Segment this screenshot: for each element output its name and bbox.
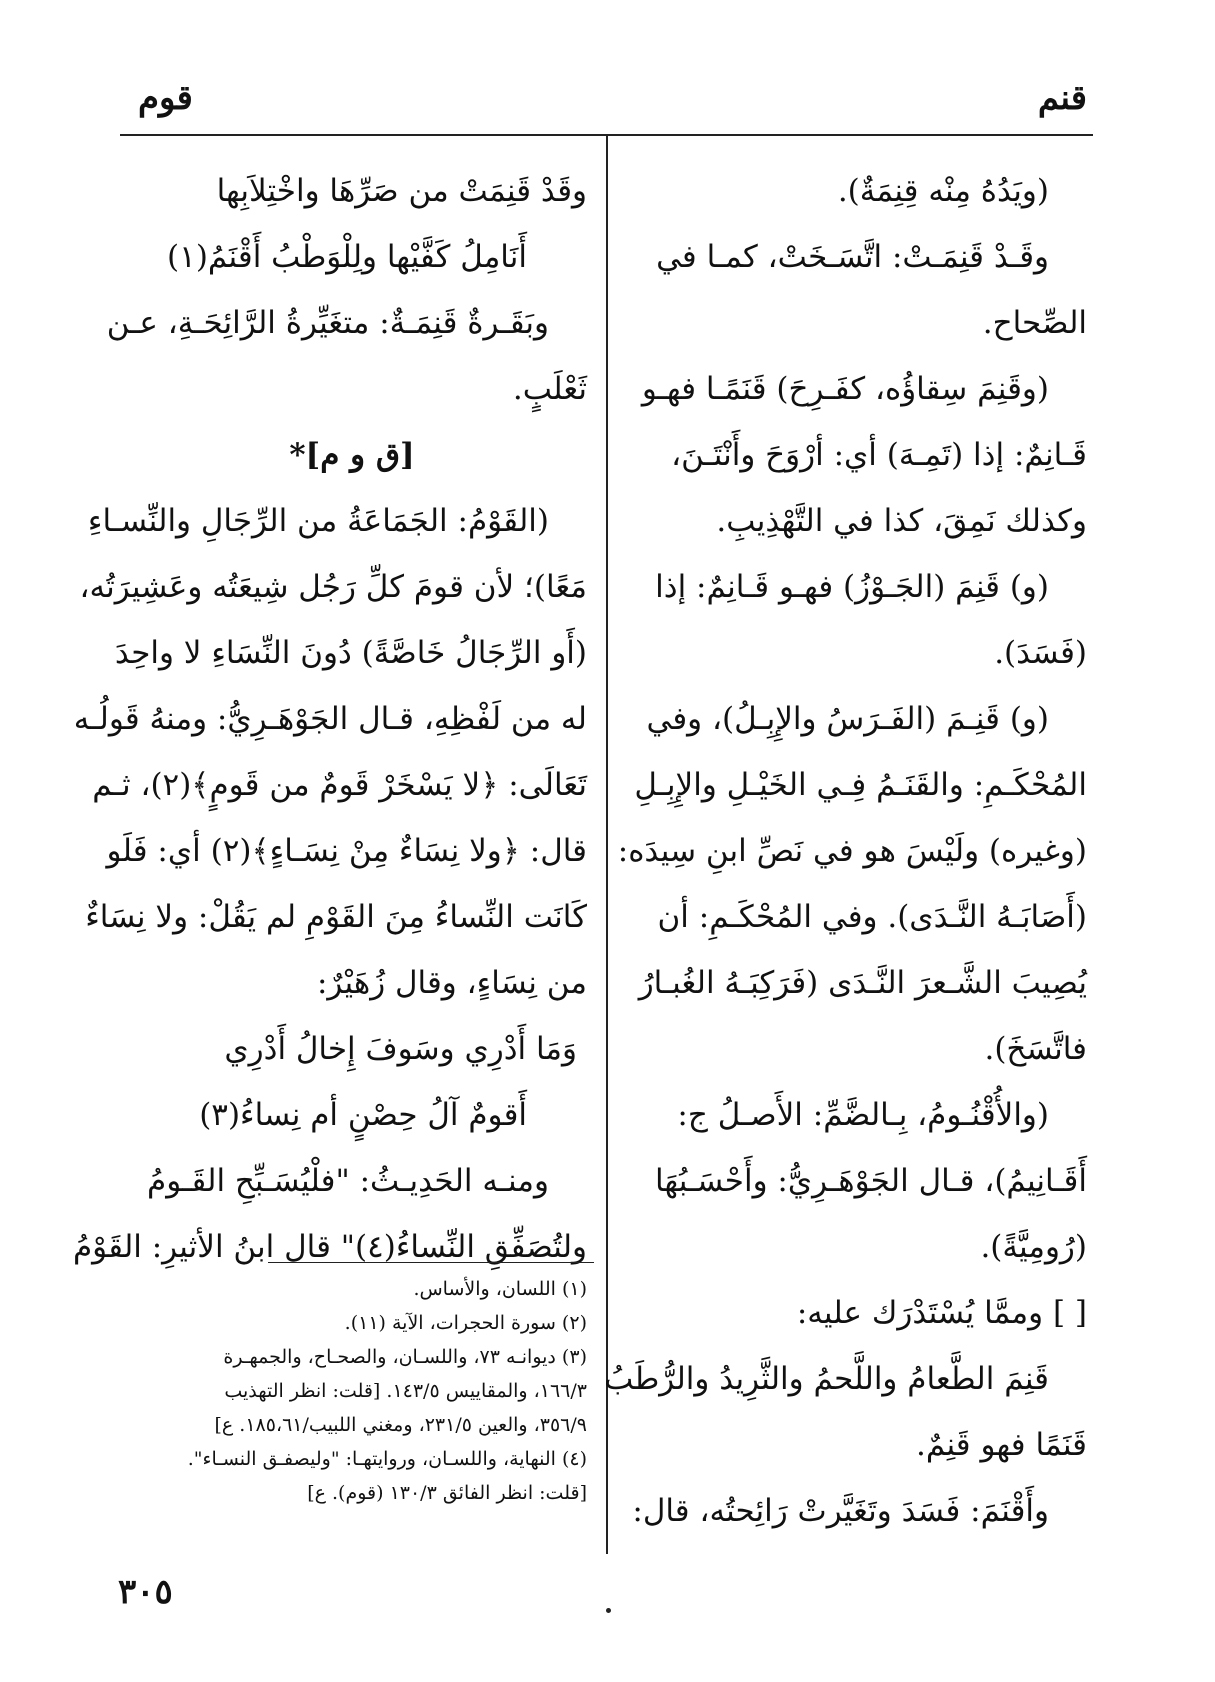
footnotes bbox=[117, 1272, 587, 1510]
text-line: مَعًا)؛ لأن قومَ كلِّ رَجُل شِيعَتُه وعَشِيرَتُه، bbox=[79, 569, 587, 605]
text-line: كَانَت النِّساءُ مِنَ القَوْمِ لم يَقُلْ: ولا نِسَاءٌ bbox=[85, 899, 587, 935]
text-line: تَعَالَى: ﴿لا يَسْخَرْ قَومٌ من قَومٍ﴾(٢)، ثـم bbox=[92, 767, 587, 803]
text-line: فاتَّسَخَ). bbox=[984, 1031, 1087, 1067]
left-column bbox=[72, 158, 587, 1280]
text-line: (القَوْمُ: الجَمَاعَةُ من الرِّجَالِ والنِّسـاءِ bbox=[87, 503, 549, 539]
bottom-dot bbox=[606, 1608, 611, 1613]
footnote-line: ٣٥٦/٩، والعين ٢٣١/٥، ومغني اللبيب/١٨٥،٦١. ع] bbox=[214, 1414, 587, 1436]
text-line: (أَو الرِّجَالُ خَاصَّةً) دُونَ النِّسَاءِ لا واحِدَ bbox=[114, 635, 587, 671]
verse-line: أَقومٌ آلُ حِصْنٍ أم نِساءُ(٣) bbox=[199, 1097, 527, 1133]
entry-heading: [ق و م]* bbox=[289, 437, 415, 473]
verse-line: وقَدْ قَنِمَتْ من صَرِّهَا واخْتِلاَبِها bbox=[216, 173, 587, 209]
text-line: [ ] وممَّا يُسْتَدْرَك عليه: bbox=[796, 1295, 1087, 1331]
text-line: قال: ﴿ولا نِسَاءٌ مِنْ نِسَـاءٍ﴾(٢) أي: فَلَو bbox=[106, 833, 587, 869]
text-line: (أَصَابَـهُ النَّـدَى). وفي المُحْكَـمِ: أن bbox=[657, 899, 1087, 935]
text-line: (و) قَنِـمَ (الفَـرَسُ والإِبِـلُ)، وفي bbox=[646, 701, 1049, 737]
text-line: ومنـه الحَدِيـثُ: "فلْيُسَـبِّحِ القَـومُ bbox=[147, 1163, 549, 1199]
text-line: وقَـدْ قَنِمَـتْ: اتَّسَـخَتْ، كمـا في bbox=[656, 239, 1049, 275]
text-line: المُحْكَـمِ: والقَنَـمُ فِـي الخَيْـلِ والإِبِـلِ bbox=[634, 767, 1087, 803]
page-header-entry-left: قوم bbox=[138, 78, 193, 118]
right-column bbox=[604, 158, 1087, 1544]
footnote-rule bbox=[268, 1262, 594, 1263]
text-line: وأَقْنَمَ: فَسَدَ وتَغَيَّرتْ رَائِحتُه، قال: bbox=[632, 1493, 1049, 1529]
footnote-line: ١٦٦/٣، والمقاييس ١٤٣/٥. [قلت: انظر التهذيب bbox=[224, 1380, 587, 1402]
verse-line: أَنَامِلُ كَفَّيْها ولِلْوَطْبُ أَقْنَمُ(١) bbox=[167, 239, 527, 275]
text-line: قَـانِمٌ: إذا (تَمِـهَ) أي: أرْوَحَ وأَنْتَـنَ، bbox=[671, 437, 1087, 473]
verse-line: وَمَا أَدْرِي وسَوفَ إِخالُ أَدْرِي bbox=[224, 1031, 577, 1067]
text-line: وبَقَـرةٌ قَنِمَـةٌ: متغَيِّرةُ الرَّائِحَـةِ، عـن bbox=[106, 305, 549, 341]
page-number: ٣٠٥ bbox=[118, 1572, 173, 1612]
footnote-line: [قلت: انظر الفائق ١٣٠/٣ (قوم). ع] bbox=[307, 1482, 587, 1504]
text-line: وكذلك نَمِقَ، كذا في التَّهْذِيبِ. bbox=[716, 503, 1087, 539]
text-line: من نِسَاءٍ، وقال زُهَيْرٌ: bbox=[316, 965, 587, 1001]
text-line: أَقَـانِيمُ)، قـال الجَوْهَـرِيُّ: وأَحْسَـبُهَا bbox=[654, 1163, 1087, 1199]
footnote-line: (٢) سورة الحجرات، الآية (١١). bbox=[344, 1312, 587, 1334]
text-line: (رُومِيَّةً). bbox=[980, 1229, 1087, 1265]
text-line: له من لَفْظِهِ، قـال الجَوْهَـرِيُّ: ومنهُ قَولُـه bbox=[73, 701, 587, 737]
text-line: (فَسَدَ). bbox=[994, 635, 1087, 671]
text-line: (وغيره) ولَيْسَ هو في نَصِّ ابنِ سِيدَه: bbox=[617, 833, 1087, 869]
text-line: قَنِمَ الطَّعامُ واللَّحمُ والثَّرِيدُ والرُّطَبُ bbox=[604, 1361, 1049, 1397]
page-header-entry-right: قنم bbox=[1037, 78, 1087, 118]
text-line: (والأُقْنُـومُ، بِـالضَّمِّ: الأَصـلُ ج: bbox=[677, 1097, 1049, 1133]
footnote-line: (٤) النهاية، واللسـان، وروايتهـا: "وليصفـق النسـاء". bbox=[187, 1448, 587, 1470]
text-line: قَنَمًا فهو قَنِمٌ. bbox=[915, 1427, 1087, 1463]
text-line: (ويَدُهُ مِنْه قِنِمَةٌ). bbox=[837, 173, 1049, 209]
text-line: ثَعْلَبٍ. bbox=[512, 371, 587, 407]
text-line: الصِّحاح. bbox=[982, 305, 1087, 341]
text-line: يُصِيبَ الشَّـعرَ النَّـدَى (فَرَكِبَـهُ الغُبـارُ bbox=[638, 965, 1087, 1001]
footnote-line: (١) اللسان، والأساس. bbox=[413, 1278, 587, 1300]
column-divider bbox=[606, 134, 608, 1554]
text-line: (و) قَنِمَ (الجَـوْزُ) فهـو قَـانِمٌ: إذا bbox=[655, 569, 1049, 605]
footnote-line: (٣) ديوانـه ٧٣، واللسـان، والصحـاح، والجمهـرة bbox=[223, 1346, 587, 1368]
text-line: ولتُصَفِّقِ النِّساءُ(٤)" قال ابنُ الأثيرِ: القَوْمُ bbox=[72, 1229, 587, 1265]
text-line: (وقَنِمَ سِقاؤُه، كفَـرِحَ) قَنَمًـا فهـو bbox=[641, 371, 1049, 407]
